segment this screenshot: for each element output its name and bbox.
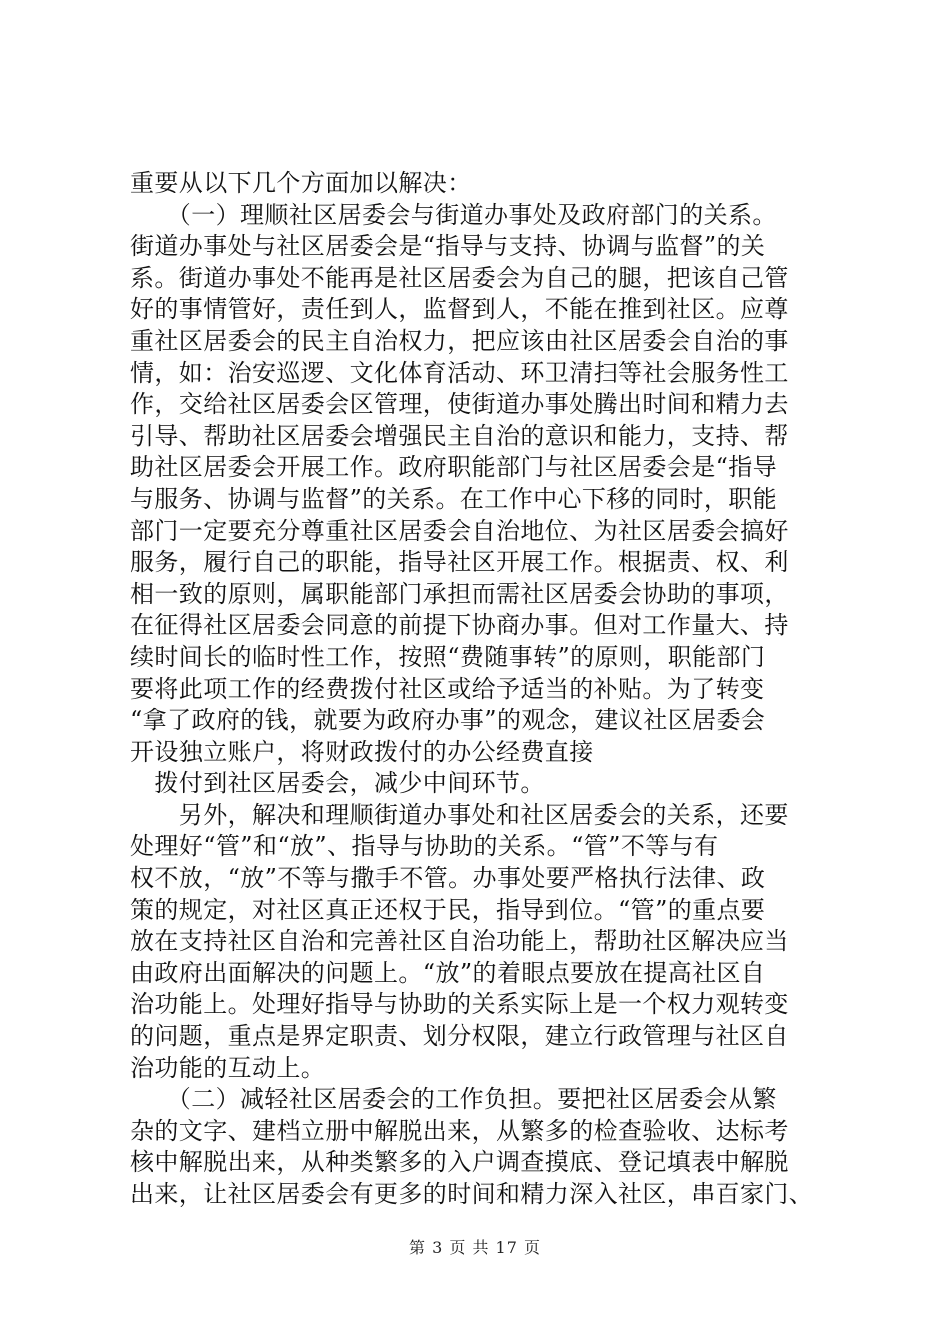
text-line: 权不放，“放”不等与撒手不管。办事处要严格执行法律、政	[130, 864, 766, 893]
text-line: 处理好“管”和“放”、指导与协助的关系。“管”不等与有	[130, 832, 719, 861]
text-line: 拨付到社区居委会，减少中间环节。	[130, 769, 545, 798]
text-line: 续时间长的临时性工作，按照“费随事转”的原则，职能部门	[130, 642, 766, 671]
text-line: 部门一定要充分尊重社区居委会自治地位、为社区居委会搞好	[130, 516, 789, 545]
text-line: 系。街道办事处不能再是社区居委会为自己的腿，把该自己管	[130, 263, 789, 292]
text-line: 服务，履行自己的职能，指导社区开展工作。根据责、权、利	[130, 548, 789, 577]
text-line: （二）减轻社区居委会的工作负担。要把社区居委会从繁	[130, 1085, 777, 1114]
text-line: 作，交给社区居委会区管理，使街道办事处腾出时间和精力去	[130, 390, 789, 419]
text-line: 重社区居委会的民主自治权力，把应该由社区居委会自治的事	[130, 326, 789, 355]
text-line: 由政府出面解决的问题上。“放”的着眼点要放在提高社区自	[130, 958, 766, 987]
text-line: 要将此项工作的经费拨付社区或给予适当的补贴。为了转变	[130, 674, 765, 703]
document-body	[130, 168, 840, 1211]
text-line: 另外，解决和理顺街道办事处和社区居委会的关系，还要	[130, 800, 789, 829]
text-line: 与服务、协调与监督”的关系。在工作中心下移的同时，职能	[130, 484, 778, 513]
text-line: 街道办事处与社区居委会是“指导与支持、协调与监督”的关	[130, 232, 766, 261]
text-line: 重要从以下几个方面加以解决：	[130, 169, 472, 197]
page-footer: 第 3 页 共 17 页	[409, 1238, 541, 1257]
text-line: 治功能的互动上。	[130, 1053, 326, 1082]
text-line: 的问题，重点是界定职责、划分权限，建立行政管理与社区自	[130, 1022, 789, 1051]
text-line: 引导、帮助社区居委会增强民主自治的意识和能力，支持、帮	[130, 421, 789, 450]
text-line: 治功能上。处理好指导与协助的关系实际上是一个权力观转变	[130, 990, 789, 1019]
text-line: 核中解脱出来，从种类繁多的入户调查摸底、登记填表中解脱	[130, 1148, 789, 1177]
text-line: 杂的文字、建档立册中解脱出来，从繁多的检查验收、达标考	[130, 1116, 789, 1145]
text-line: 开设独立账户，将财政拨付的办公经费直接	[130, 737, 594, 766]
text-line: 助社区居委会开展工作。政府职能部门与社区居委会是“指导	[130, 453, 778, 482]
text-line: 放在支持社区自治和完善社区自治功能上，帮助社区解决应当	[130, 927, 789, 956]
text-line: 相一致的原则，属职能部门承担而需社区居委会协助的事项，	[130, 579, 789, 608]
text-line: 好的事情管好，责任到人，监督到人，不能在推到社区。应尊	[130, 295, 789, 324]
text-line: （一）理顺社区居委会与街道办事处及政府部门的关系。	[130, 200, 777, 229]
text-line: 情，如：治安巡逻、文化体育活动、环卫清扫等社会服务性工	[130, 358, 789, 387]
text-line: 在征得社区居委会同意的前提下协商办事。但对工作量大、持	[130, 611, 789, 640]
text-line: “拿了政府的钱，就要为政府办事”的观念，建议社区居委会	[130, 706, 766, 735]
text-line: 出来，让社区居委会有更多的时间和精力深入社区，串百家门、	[130, 1180, 814, 1208]
text-line: 策的规定，对社区真正还权于民，指导到位。“管”的重点要	[130, 895, 766, 924]
